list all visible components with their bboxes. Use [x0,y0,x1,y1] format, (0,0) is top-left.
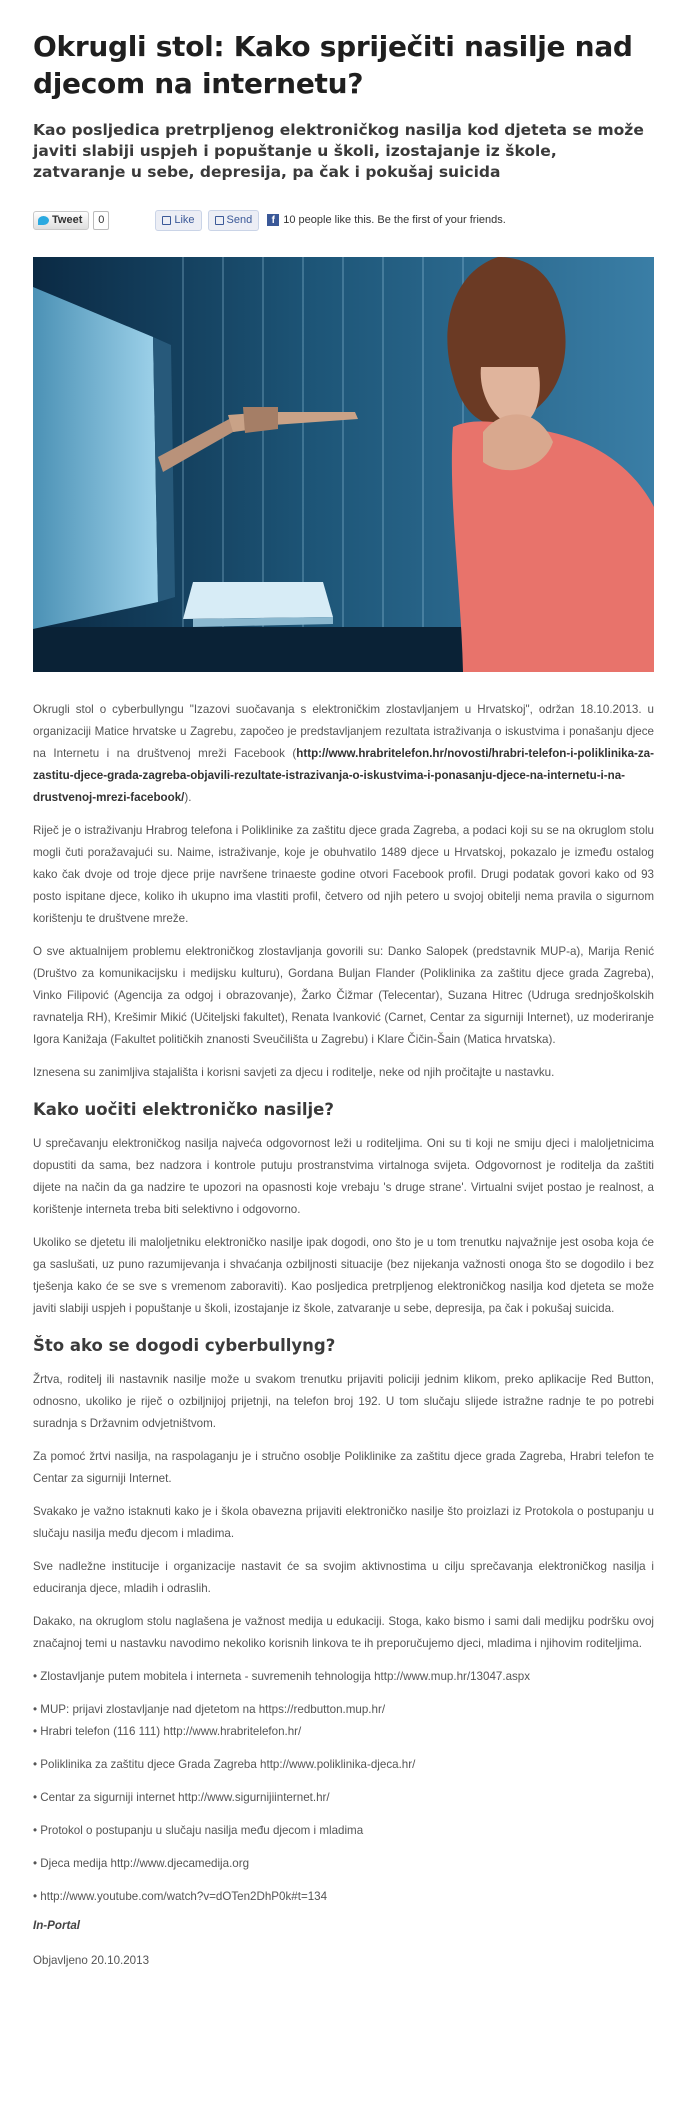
paragraph-help: Za pomoć žrtvi nasilja, na raspolaganju je i stručno osoblje Poliklinike za zaštitu djece grada Zagreba, Hrabri telefon te Centar za sigurniji Internet. [33,1450,654,1485]
paragraph-report: Žrtva, roditelj ili nastavnik nasilje može u svakom trenutku prijaviti policiji jednim klikom, preko aplikacije Red Button, odnosno, ukoliko je riječ o ozbiljnijoj prijetnji, na telefon broj 192. U tom slučaju slijede istražne radnje te po potrebi suradnja s Državnim odvjetništvom. [33,1373,654,1430]
link-item[interactable]: • Poliklinika za zaštitu djece Grada Zagreba http://www.poliklinika-djeca.hr/ [33,1758,416,1771]
speech-bubble-icon [215,216,224,225]
article-body [33,699,654,1967]
paragraph-institutions: Sve nadležne institucije i organizacije nastavit će sa svojim aktivnostima u cilju sprečavanja elektroničkog nasilja i educiranja djece, mladih i odraslih. [33,1560,654,1595]
link-item[interactable]: • Centar za sigurniji internet http://www.sigurnijiinternet.hr/ [33,1791,330,1804]
link-item[interactable]: • Djeca medija http://www.djecamedija.org [33,1857,250,1870]
paragraph-intro [33,699,654,809]
paragraph-school: Svakako je važno istaknuti kako je i škola obavezna prijaviti elektroničko nasilje što proizlazi iz Protokola o postupanju u slučaju nasilja među djecom i mladima. [33,1505,654,1540]
paragraph-speakers: O sve aktualnijem problemu elektroničkog zlostavljanja govorili su: Danko Salopek (predstavnik MUP-a), Marija Renić (Društvo za komunikacijsku i medijsku kulturu), Gordana Buljan Flander (Poliklinika za zaštitu djece grada Zagreba), Vinko Filipović (Agencija za odgoj i obrazovanje), Žarko Čižmar (Telecentar), Suzana Hitrec (Udruga srednjoškolskih ravnatelja RH), Krešimir Mikić (Učiteljski fakultet), Renata Ivanković (Carnet, Centar za sigurniji Internet), uz moderiranje Igora Kanižaja (Fakultet političkih znanosti Sveučilišta u Zagrebu) i Klare Čičin-Šain (Matica hrvatska). [33,945,654,1046]
thumbs-up-icon [162,216,171,225]
intro-end: ). [184,791,192,804]
facebook-like-count-text: 10 people like this. Be the first of your friends. [283,214,506,226]
like-label: Like [174,214,195,226]
twitter-bird-icon [38,216,49,225]
tweet-label: Tweet [52,214,83,226]
link-item[interactable]: • Protokol o postupanju u slučaju nasilja među djecom i mladima [33,1824,364,1837]
link-item[interactable]: • http://www.youtube.com/watch?v=dOTen2DhP0k#t=134 [33,1890,328,1903]
link-item[interactable]: • MUP: prijavi zlostavljanje nad djetetom na https://redbutton.mup.hr/ [33,1703,386,1716]
tweet-count: 0 [93,211,109,230]
facebook-logo-icon: f [267,214,279,226]
paragraph-parents: U sprečavanju elektroničkog nasilja najveća odgovornost leži u roditeljima. Oni su ti koji ne smiju djeci i maloljetnicima dopustiti da sama, bez nadzora i kontrole putuju prostranstvima virtalnoga svijeta. Odgovornost je roditelja da zaštiti dijete na način da ga nadzire te upozori na opasnosti koje vrebaju 's druge strane'. Virtualni svijet postao je realnost, a korištenje interneta treba biti selektivno i odgovorno. [33,1137,654,1216]
facebook-widget [155,210,505,231]
paragraph-advice: Iznesena su zanimljiva stajališta i korisni savjeti za djecu i roditelje, neke od njih pročitajte u nastavku. [33,1066,555,1079]
send-label: Send [226,214,253,226]
paragraph-media: Dakako, na okruglom stolu naglašena je važnost medija u edukaciji. Stoga, kako bismo i sami dali medijku podršku ovoj značajnoj temi u nastavku navodimo nekoliko korisnih linkova te ih preporučujemo djeci, mladima i njihovim roditeljima. [33,1615,654,1650]
heading-cyberbullying: Što ako se dogodi cyberbullyng? [33,1336,336,1355]
published-date: Objavljeno 20.10.2013 [33,1954,150,1967]
facebook-send-button[interactable] [208,210,260,231]
link-item[interactable]: • Hrabri telefon (116 111) http://www.hrabritelefon.hr/ [33,1725,302,1738]
paragraph-research: Riječ je o istraživanju Hrabrog telefona i Poliklinike za zaštitu djece grada Zagreba, a podaci koji su se na okruglom stolu mogli čuti poražavajući su. Naime, istraživanje, koje je obuhvatilo 1489 djece u Hrvatskoj, pokazalo je između ostalog kako čak dvoje od troje djece prije navršene trinaeste godine otvori Facebook profil. Drugi podatak govori kako od 93 posto ispitane djece, koliko ih ukupno ima vlastiti profil, četvero od njih petero u svojoj obitelji nema pravila o sigurnom korištenju te društvene mreže. [33,824,654,925]
tweet-button[interactable] [33,211,89,230]
article-source: In-Portal [33,1919,81,1932]
link-item[interactable]: • Zlostavljanje putem mobitela i interneta - suvremenih tehnologija http://www.mup.hr/13047.aspx [33,1670,531,1683]
facebook-like-button[interactable] [155,210,201,231]
social-bar [33,209,654,231]
heading-detect-violence: Kako uočiti elektroničko nasilje? [33,1100,334,1119]
intro-text: Okrugli stol o cyberbullyngu "Izazovi suočavanja s elektroničkim zlostavljanjem u Hrvatskoj", održan 18.10.2013. u organizaciji Matice hrvatske u Zagrebu, započeo je predstavljanjem rezultata istraživanja o iskustvima i ponašanju djece na Internetu i na društvenoj mreži Facebook ( [33,703,654,760]
hero-image [33,257,654,672]
paragraph-consequences: Ukoliko se djetetu ili maloljetniku elektroničko nasilje ipak dogodi, ono što je u tom trenutku najvažnije jest osoba koja će ga saslušati, uz puno razumijevanja i shvaćanja ozbiljnosti situacije (bez nijekanja važnosti onoga što se dogodilo i bez tješenja kako će se sve s vremenom zaboraviti). Kao posljedica pretrpljenog elektroničkog nasilja kod djeteta se može javiti slabiji uspjeh i popuštanje u školi, izostajanje iz škole, zatvaranje u sebe, depresija, pa čak i pokušaj suicida. [33,1236,654,1315]
research-link[interactable]: http://www.hrabritelefon.hr/novosti/hrabri-telefon-i-poliklinika-za-zastitu-djece-grada-zagreba-objavili-rezultate-istrazivanja-o-iskustvima-i-ponasanju-djece-na-internetu-i-na-drustvenoj-mrezi-facebook/ [33,747,654,804]
article-lead: Kao posljedica pretrpljenog elektroničkog nasilja kod djeteta se može javiti slabiji uspjeh i popuštanje u školi, izostajanje iz škole, zatvaranje u sebe, depresija, pa čak i pokušaj suicida [33,121,644,181]
article-title: Okrugli stol: Kako spriječiti nasilje nad djecom na internetu? [33,30,633,100]
